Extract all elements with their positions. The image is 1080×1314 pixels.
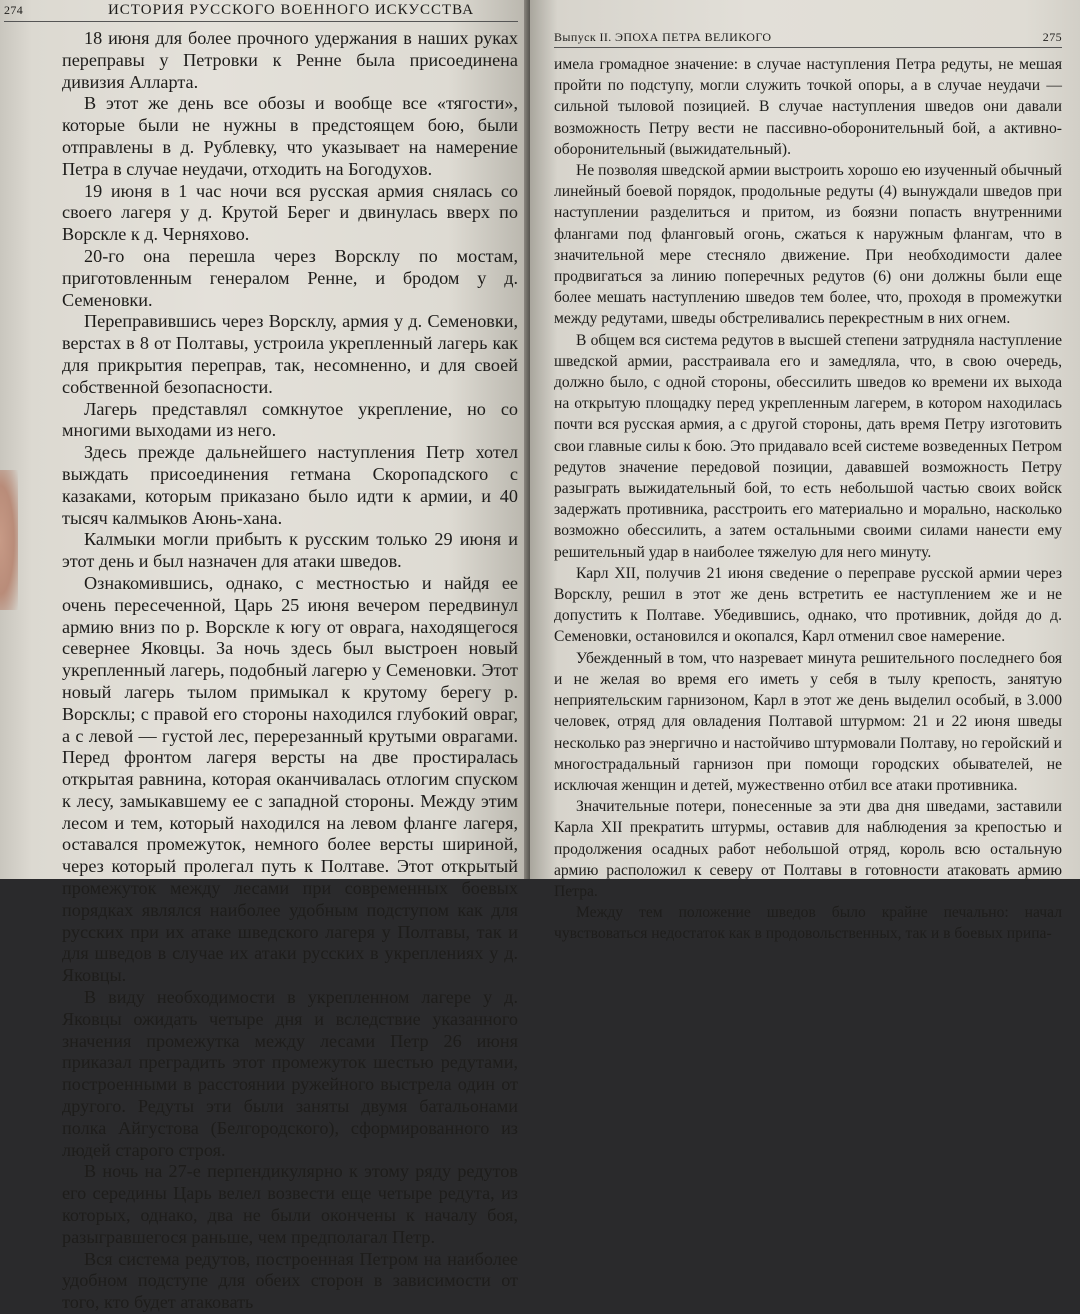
- paragraph: Переправившись через Ворсклу, армия у д. Семеновки, верстах в 8 от Полтавы, устроила укрепленный лагерь как для прикрытия переправ, так, несомненно, и для своей собственной безопасности.: [62, 311, 518, 397]
- paragraph: Между тем положение шведов было крайне печально: начал чувствоваться недостаток как в продовольственных, так и в боевых припа-: [554, 904, 1062, 943]
- paragraph: В ночь на 27-е перпендикулярно к этому ряду редутов его середины Царь велел возвести еще четыре редута, из которых, однако, два не были окончены к началу боя, разыгравшегося раньше, чем предполагал Петр.: [62, 1161, 518, 1247]
- paragraph: Не позволяя шведской армии выстроить хорошо ею изученный обычный линейный боевой порядок, продольные редуты (4) вынуждали шведов при наступлении разделиться и притом, из боязни попасть внутренними флангами под фланговый огонь, сжаться к наружным флангам, что в значительной мере стесняло движение. При необходимости далее продвигаться за линию поперечных редутов (6) они должны были еще более мешать наступлению шведов тем более, что, проходя в промежутки между редутами, шведы обстреливались перекрестным в них огнем.: [554, 162, 1062, 328]
- left-page-number: 274: [4, 3, 24, 17]
- paragraph: Вся система редутов, построенная Петром на наиболее удобном подступе для обеих сторон в зависимости от того, кто будет атаковать: [62, 1248, 518, 1313]
- paragraph: В общем вся система редутов в высшей степени затрудняла наступление шведской армии, расстраивала его и замедляла, что, в свою очередь, должно было, с одной стороны, обессилить шведов ко времени их выхода на открытую площадку перед укрепленным лагерем, в котором находилась почти вся русская армия, а с другой стороны, дать время Петру изготовить свои главные силы к бою. Это придавало всей системе возведенных Петром редутов значение передовой позиции, дававшей возможность Петру разыграть выжидательный бой, то есть небольшой частью своих войск задержать противника, расстроить его материально и морально, насколько возможно обессилить, а затем остальными своими силами нанести ему решительный удар в наиболее тяжелую для него минуту.: [554, 331, 1062, 561]
- left-running-head: [4, 2, 518, 22]
- paragraph: В этот же день все обозы и вообще все «тягости», которые были не нужны в предстоящем бою, были отправлены в д. Рублевку, что указывает на намерение Петра в случае неудачи, отходить на Богодухов.: [62, 93, 518, 179]
- left-body-text: [62, 28, 518, 1314]
- paragraph: Ознакомившись, однако, с местностью и найдя ее очень пересеченной, Царь 25 июня вечером передвинул армию вниз по р. Ворскле к югу от оврага, находящегося севернее Яковцы. За ночь здесь был выстроен новый укрепленный лагерь, подобный лагерю у Семеновки. Этот новый лагерь тылом примыкал к крутому берегу р. Ворсклы; с правой его стороны находился глубокий овраг, а с левой — густой лес, перерезанный крутыми оврагами. Перед фронтом лагеря версты на две простиралась открытая равнина, которая оканчивалась отлогим спуском к лесу, замыкавшему ее с западной стороны. Между этим лесом и тем, который находился на левом фланге лагеря, оставался промежуток, немного более версты шириной, через который пролегал путь к Полтаве. Этот открытый промежуток между лесами при современных боевых порядках являлся наиболее удобным подступом как для русских при их атаке шведского лагеря у Полтавы, так и для шведов в случае их атаки русских в укреплениях у д. Яковцы.: [62, 572, 518, 986]
- right-page-number: 275: [1042, 30, 1062, 44]
- left-page: [0, 0, 528, 1313]
- paragraph: Убежденный в том, что назревает минута решительного последнего боя и не желая во время его иметь у себя в тылу крепость, занятую неприятельским гарнизоном, Карл в этот же день выделил особый, в 3.000 человек, отряд для овладения Полтавой штурмом: 21 и 22 июня шведы несколько раз энергично и настойчиво штурмовали Полтаву, но геройский и многострадальный гарнизон при помощи городских обывателей, не исключая женщин и детей, мужественно отбил все атаки противника.: [554, 649, 1062, 794]
- right-page: [530, 0, 1080, 943]
- paragraph: Калмыки могли прибыть к русским только 29 июня и этот день и был назначен для атаки шведов.: [62, 529, 518, 572]
- paragraph: Лагерь представлял сомкнутое укрепление, но со многими выходами из него.: [62, 398, 518, 441]
- paragraph: 20-го она перешла через Ворсклу по мостам, приготовленным генералом Ренне, и бродом у д. Семеновки.: [62, 245, 518, 310]
- paragraph: В виду необходимости в укрепленном лагере у д. Яковцы ожидать четыре дня и вследствие указанного значения промежутка между лесами Петр 26 июня приказал преградить этот промежуток шестью редутами, построенными в расстоянии ружейного выстрела один от другого. Редуты эти были заняты двумя батальонами полка Айгустова (Белгородского), сформированного из людей старого строя.: [62, 987, 518, 1160]
- paragraph: 19 июня в 1 час ночи вся русская армия снялась со своего лагеря у д. Крутой Берег и двинулась вверх по Ворскле к д. Черняхово.: [62, 180, 518, 245]
- finger-shadow: [0, 470, 18, 610]
- right-running-head: [554, 30, 1062, 48]
- left-running-title: ИСТОРИЯ РУССКОГО ВОЕННОГО ИСКУССТВА: [107, 2, 475, 18]
- paragraph: имела громадное значение: в случае наступления Петра редуты, не мешая пройти по подступу, могли служить точкой опоры, а в случае неудачи — сильной тыловой позицией. В случае наступления шведов они давали возможность Петру вести не пассивно-оборонительный бой, а активно-оборонительный (выжидательный).: [554, 56, 1062, 158]
- right-body-text: [554, 54, 1062, 945]
- paragraph: Здесь прежде дальнейшего наступления Петр хотел выждать присоединения гетмана Скоропадского с казаками, которым приказано было идти к армии, и 40 тысяч калмыков Аюнь-хана.: [62, 442, 518, 528]
- right-running-title: Выпуск II. ЭПОХА ПЕТРА ВЕЛИКОГО: [554, 30, 772, 44]
- paragraph: Карл XII, получив 21 июня сведение о переправе русской армии через Ворсклу, решил в этот же день встретить ее наступлением же и не допустить к Полтаве. Убедившись, однако, что противник, дойдя до д. Семеновки, остановился и окопался, Карл отменил свое намерение.: [554, 564, 1062, 646]
- paragraph: 18 июня для более прочного удержания в наших руках переправы у Петровки к Ренне была присоединена дивизия Алларта.: [62, 28, 518, 92]
- paragraph: Значительные потери, понесенные за эти два дня шведами, заставили Карла XII прекратить штурмы, оставив для наблюдения за крепостью и продолжения осадных работ небольшой отряд, король всю остальную армию расположил к северу от Полтавы в готовности атаковать армию Петра.: [554, 798, 1062, 900]
